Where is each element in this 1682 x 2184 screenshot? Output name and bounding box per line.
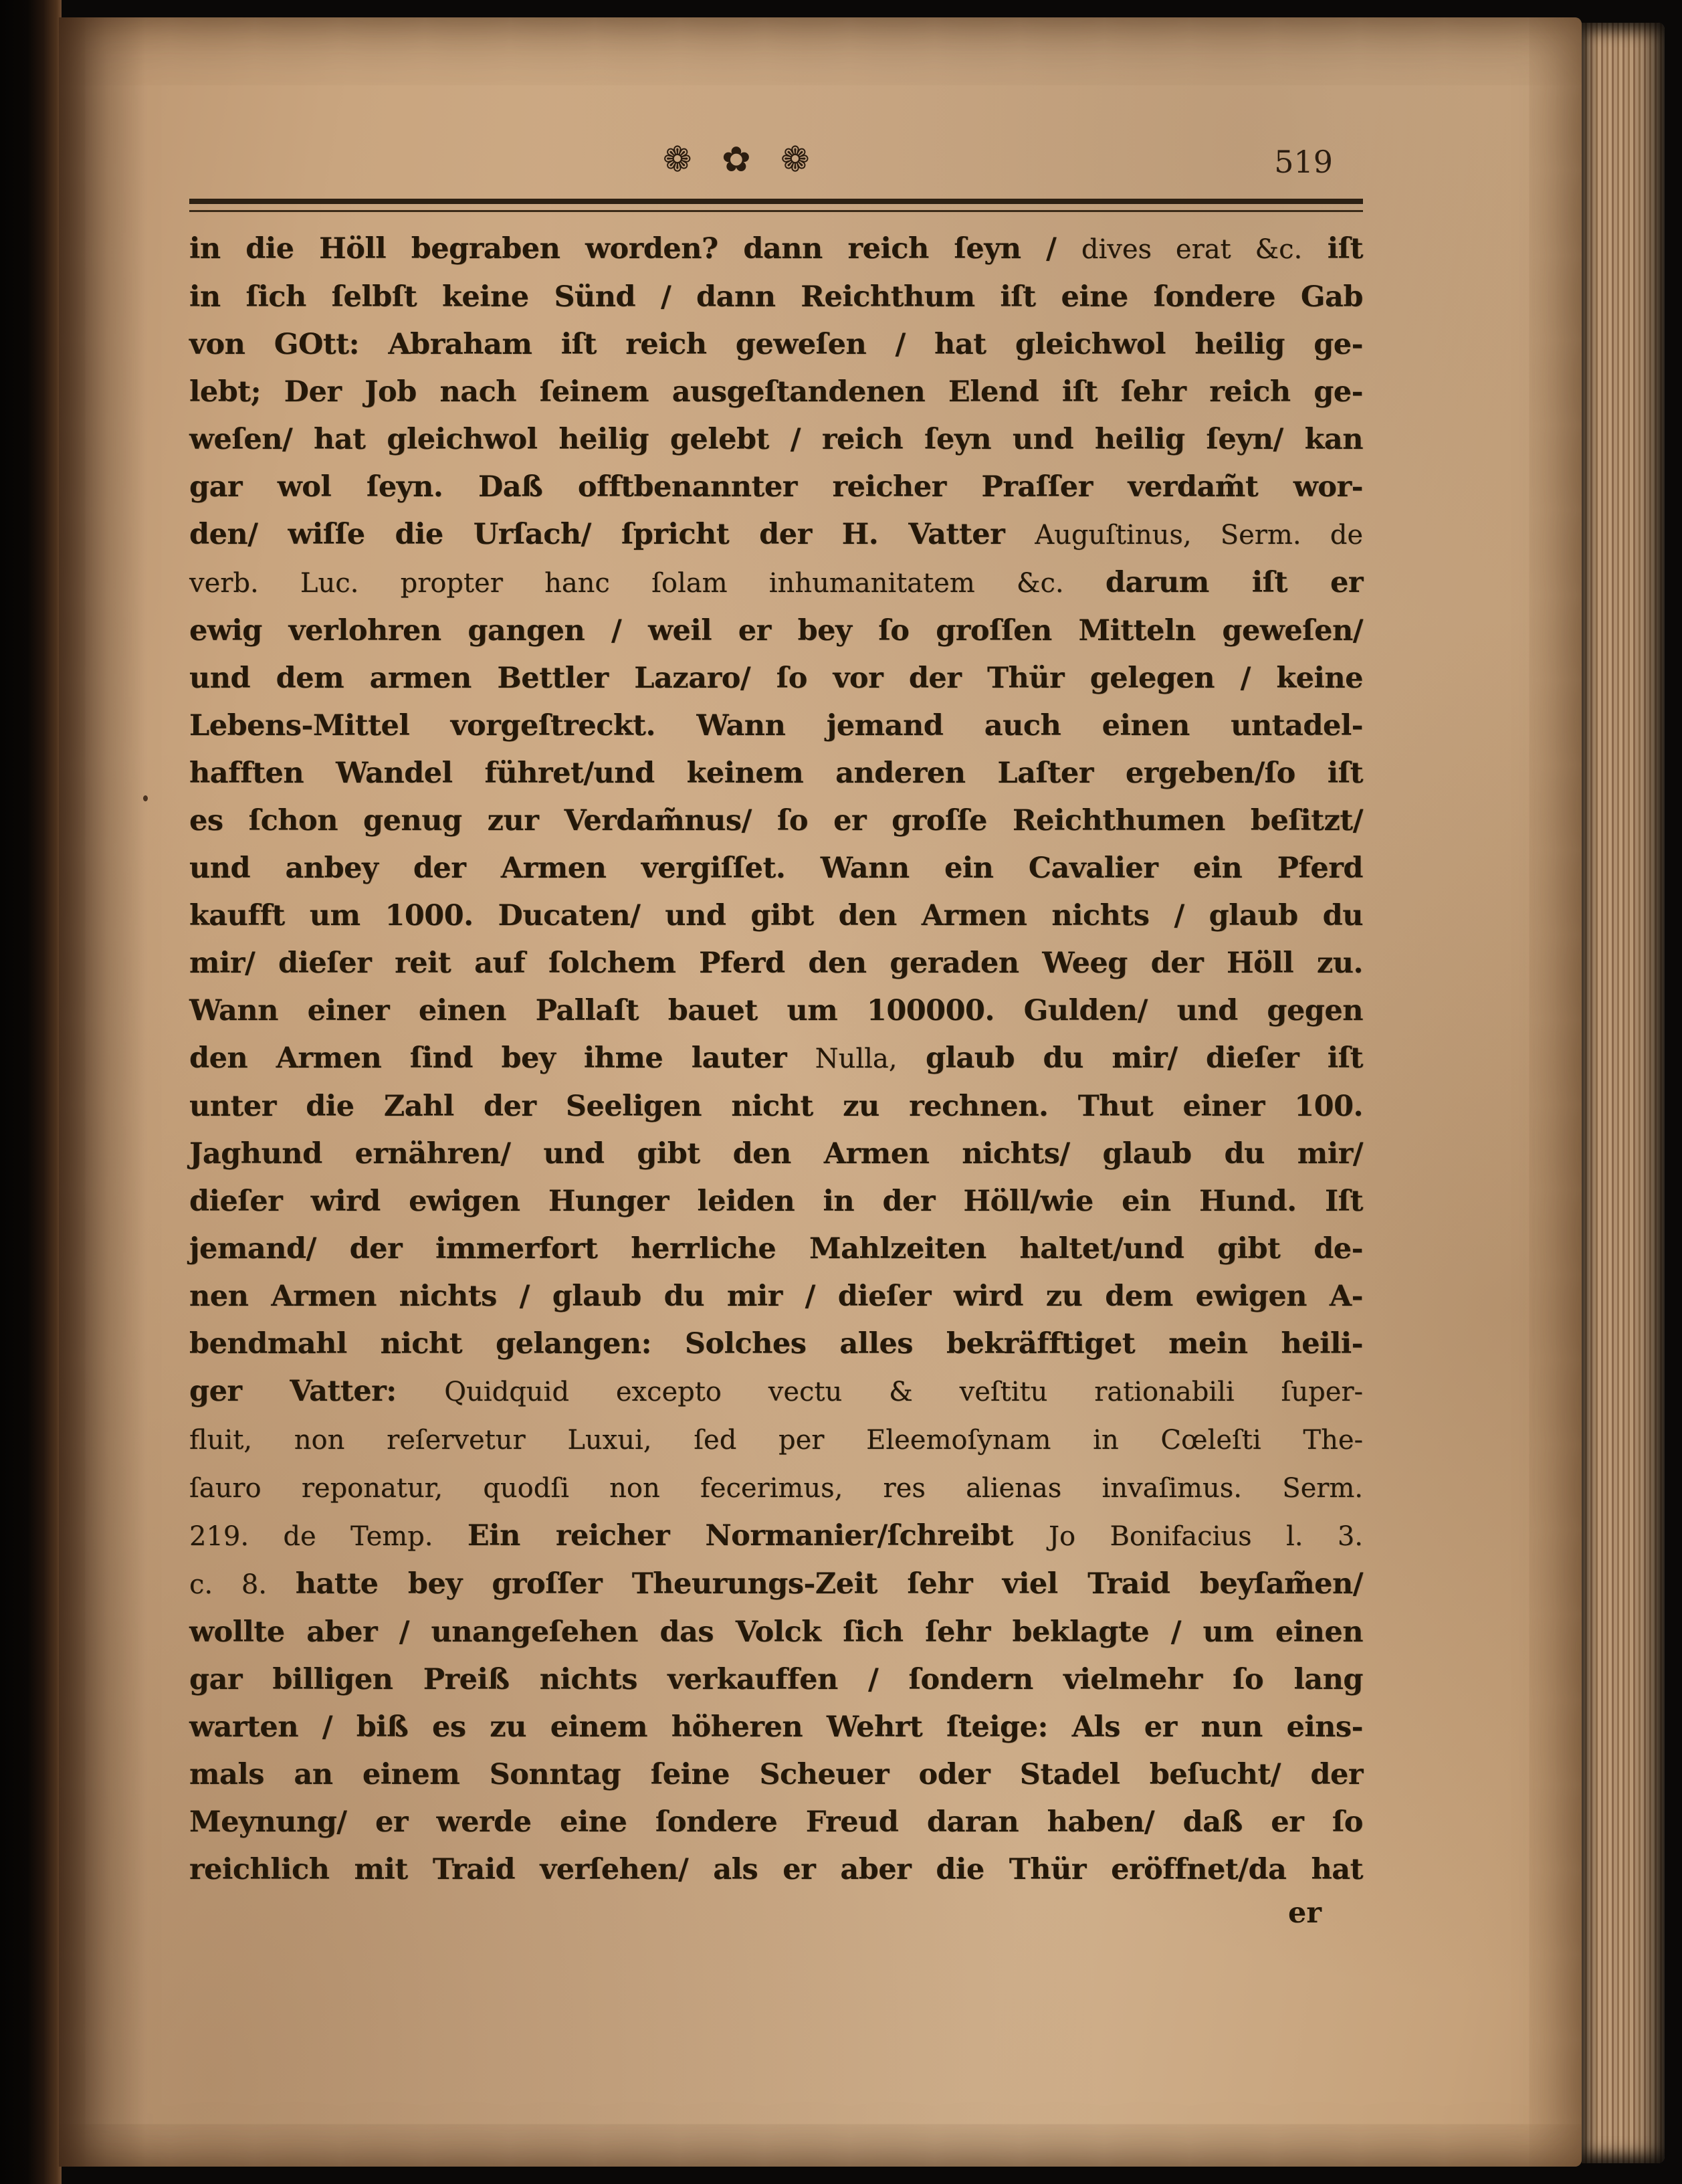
text-segment-fraktur: warten / biß es zu einem höheren Wehrt ſteige: Als er nun eins-: [189, 1710, 1363, 1744]
text-segment-fraktur: Lebens-Mittel vorgeſtreckt. Wann jemand auch einen untadel-: [189, 709, 1363, 742]
page-content: [189, 17, 1363, 1930]
text-segment-fraktur: den Armen ſind bey ihme lauter: [189, 1041, 815, 1075]
text-line: [189, 1656, 1363, 1704]
text-segment-roman: verb. Luc. propter hanc ſolam inhumanitatem &c.: [189, 568, 1106, 599]
text-segment-roman: c. 8.: [189, 1569, 296, 1600]
text-line: [189, 1368, 1363, 1416]
text-line: [189, 1512, 1363, 1561]
text-line: [189, 987, 1363, 1035]
text-segment-fraktur: Ein reicher Normanier/ſchreibt: [467, 1519, 1049, 1553]
text-line: [189, 1464, 1363, 1512]
text-segment-fraktur: dieſer wird ewigen Hunger leiden in der Höll/wie ein Hund. Iſt: [189, 1185, 1363, 1218]
text-segment-fraktur: ewig verlohren gangen / weil er bey ſo groſſen Mitteln geweſen/: [189, 614, 1363, 648]
text-line: [189, 369, 1363, 416]
text-segment-fraktur: gar wol ſeyn. Daß offtbenannter reicher Praſſer verdam̃t wor-: [189, 470, 1363, 504]
text-line: [189, 559, 1363, 607]
text-line: [189, 607, 1363, 655]
book-binding: [0, 0, 62, 2184]
text-segment-fraktur: Meynung/ er werde eine ſondere Freud daran haben/ daß er ſo: [189, 1805, 1363, 1839]
text-line: [189, 655, 1363, 702]
text-segment-fraktur: weſen/ hat gleichwol heilig gelebt / reich ſeyn und heilig ſeyn/ kan: [189, 423, 1363, 456]
text-segment-roman: Nulla,: [815, 1044, 898, 1074]
text-segment-fraktur: glaub du mir/ dieſer iſt: [897, 1041, 1363, 1075]
text-segment-fraktur: bendmahl nicht gelangen: Solches alles bekräfftiget mein heili-: [189, 1327, 1363, 1361]
text-line: [189, 464, 1363, 511]
text-line: [189, 1704, 1363, 1751]
text-line: [189, 1846, 1363, 1894]
text-line: [189, 1130, 1363, 1178]
catchword: er: [1287, 1896, 1322, 1930]
text-segment-fraktur: Jaghund ernähren/ und gibt den Armen nichts/ glaub du mir/: [189, 1137, 1363, 1171]
text-segment-fraktur: kaufft um 1000. Ducaten/ und gibt den Armen nichts / glaub du: [189, 899, 1363, 932]
text-line: [189, 940, 1363, 987]
text-segment-fraktur: von GOtt: Abraham iſt reich geweſen / hat gleichwol heilig ge-: [189, 328, 1363, 361]
book-page: [59, 17, 1582, 2167]
text-segment-fraktur: hafften Wandel führet/und keinem anderen Laſter ergeben/ſo iſt: [189, 757, 1363, 790]
margin-mark: [143, 795, 148, 801]
text-line: [189, 225, 1363, 274]
text-segment-fraktur: hatte bey groſſer Theurungs-Zeit ſehr viel Traid beyſam̃en/: [295, 1567, 1363, 1601]
text-segment-fraktur: den/ wiſſe die Urſach/ ſpricht der H. Vatter: [189, 518, 1035, 551]
text-segment-fraktur: mir/ dieſer reit auf ſolchem Pferd den geraden Weeg der Höll zu.: [189, 947, 1363, 980]
text-segment-fraktur: wollte aber / unangeſehen das Volck ſich ſehr beklagte / um einen: [189, 1615, 1363, 1649]
text-segment-fraktur: und anbey der Armen vergiſſet. Wann ein Cavalier ein Pferd: [189, 852, 1363, 885]
text-segment-fraktur: lebt; Der Job nach ſeinem ausgeſtandenen Elend iſt ſehr reich ge-: [189, 375, 1363, 409]
text-segment-fraktur: jemand/ der immerfort herrliche Mahlzeiten haltet/und gibt de-: [189, 1232, 1363, 1266]
header-ornament: ❁ ✿ ❁: [662, 140, 819, 180]
page-header: [189, 140, 1363, 181]
text-line: [189, 1416, 1363, 1464]
text-segment-fraktur: nen Armen nichts / glaub du mir / dieſer wird zu dem ewigen A-: [189, 1280, 1363, 1313]
text-line: [189, 1751, 1363, 1799]
text-line: [189, 416, 1363, 464]
text-segment-roman: Jo Bonifacius l. 3.: [1049, 1521, 1363, 1552]
text-line: [189, 511, 1363, 559]
text-segment-fraktur: mals an einem Sonntag ſeine Scheuer oder Stadel beſucht/ der: [189, 1758, 1363, 1791]
text-line: [189, 321, 1363, 369]
text-segment-fraktur: in ſich ſelbſt keine Sünd / dann Reichthum iſt eine ſondere Gab: [189, 280, 1363, 314]
text-segment-fraktur: iſt: [1302, 232, 1364, 266]
text-segment-roman: Auguſtinus, Serm. de: [1035, 520, 1363, 551]
gutter-shadow: [59, 17, 146, 2167]
text-line: [189, 1609, 1363, 1656]
text-segment-fraktur: ger Vatter:: [189, 1375, 445, 1408]
page-edge-stack: [1582, 23, 1665, 2163]
header-rule: [189, 199, 1363, 212]
text-segment-fraktur: und dem armen Bettler Lazaro/ ſo vor der Thür gelegen / keine: [189, 662, 1363, 695]
text-block: [189, 225, 1363, 1894]
text-segment-roman: dives erat &c.: [1081, 234, 1303, 265]
text-line: [189, 750, 1363, 797]
text-line: [189, 1225, 1363, 1273]
text-line: [189, 1799, 1363, 1846]
text-segment-fraktur: Wann einer einen Pallaſt bauet um 100000. Gulden/ und gegen: [189, 994, 1363, 1027]
text-line: [189, 1083, 1363, 1130]
text-line: [189, 797, 1363, 845]
text-line: [189, 1178, 1363, 1225]
text-line: [189, 1273, 1363, 1320]
catchword-row: [189, 1896, 1363, 1930]
text-segment-roman: ſauro reponatur, quodſi non fecerimus, res alienas invaſimus. Serm.: [189, 1473, 1363, 1504]
text-segment-roman: 219. de Temp.: [189, 1521, 467, 1552]
text-line: [189, 1561, 1363, 1609]
text-segment-roman: fluit, non reſervetur Luxui, ſed per Eleemoſynam in Cœleſti The-: [189, 1425, 1363, 1456]
text-segment-roman: Quidquid excepto vectu & veſtitu rationabili ſuper-: [444, 1377, 1363, 1407]
text-segment-fraktur: in die Höll begraben worden? dann reich ſeyn /: [189, 232, 1081, 266]
text-line: [189, 892, 1363, 940]
text-line: [189, 845, 1363, 892]
text-line: [189, 274, 1363, 321]
text-line: [189, 1035, 1363, 1083]
text-segment-fraktur: unter die Zahl der Seeligen nicht zu rechnen. Thut einer 100.: [189, 1090, 1363, 1123]
text-segment-fraktur: gar billigen Preiß nichts verkauffen / ſondern vielmehr ſo lang: [189, 1663, 1363, 1696]
text-line: [189, 1320, 1363, 1368]
text-line: [189, 702, 1363, 750]
text-segment-fraktur: darum iſt er: [1105, 566, 1363, 599]
text-segment-fraktur: es ſchon genug zur Verdam̃nus/ ſo er groſſe Reichthumen beſitzt/: [189, 804, 1363, 837]
page-number: 519: [1274, 144, 1333, 180]
text-segment-fraktur: reichlich mit Traid verſehen/ als er aber die Thür eröffnet/da hat: [189, 1853, 1363, 1886]
